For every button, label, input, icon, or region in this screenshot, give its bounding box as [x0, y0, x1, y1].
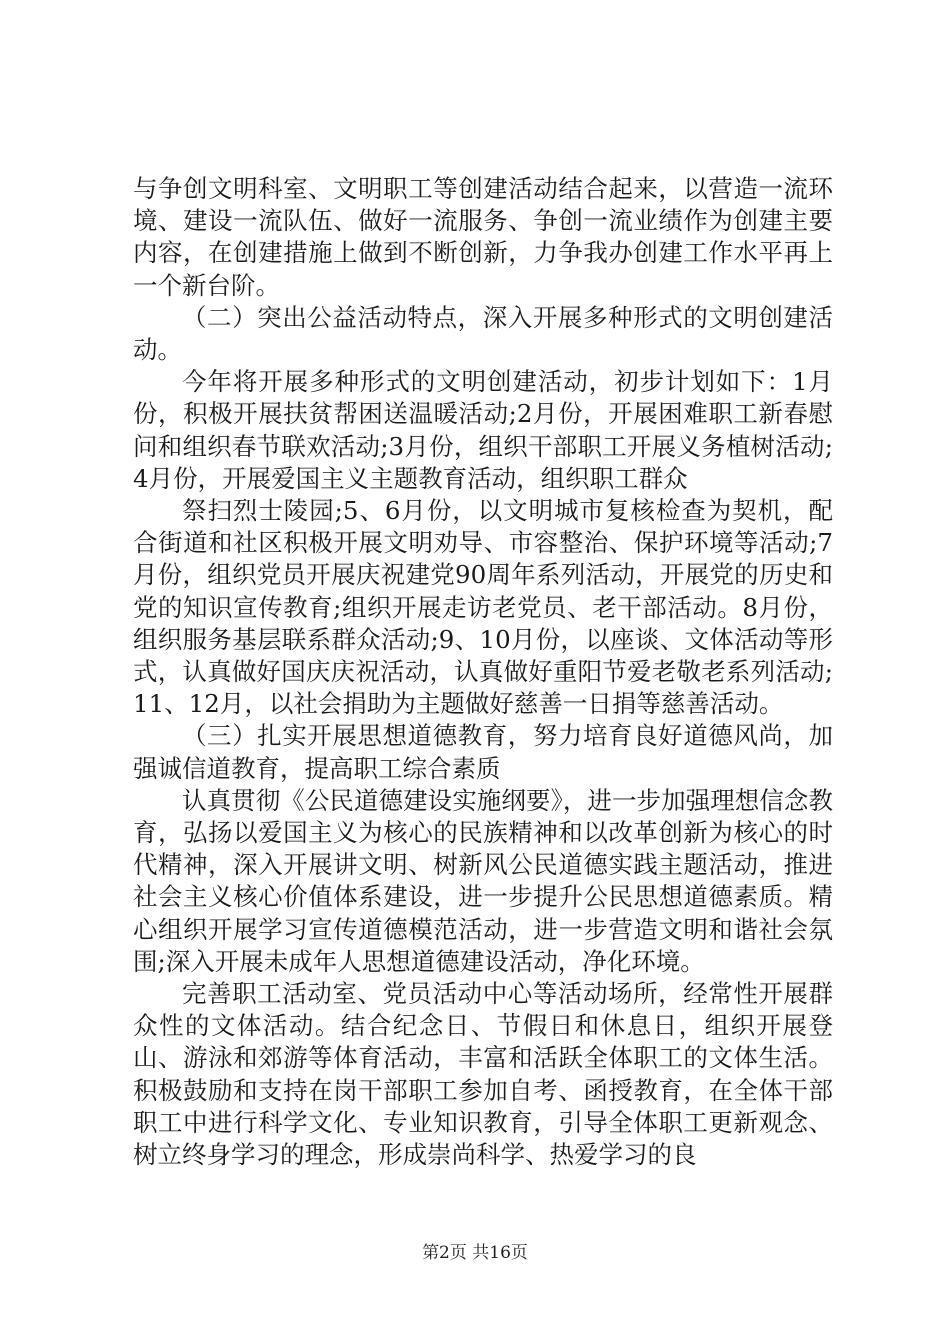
paragraph-2-heading: （二）突出公益活动特点，深入开展多种形式的文明创建活动。 [133, 302, 833, 365]
paragraph-6: 认真贯彻《公民道德建设实施纲要》，进一步加强理想信念教育，弘扬以爱国主义为核心的民族精神和以改革创新为核心的时代精神，深入开展讲文明、树新风公民道德实践主题活动，推进社会主义核心价值体系建设，进一步提升公民思想道德素质。精心组织开展学习宣传道德模范活动，进一步营造文明和谐社会氛围;深入开展未成年人思想道德建设活动，净化环境。 [133, 785, 833, 976]
paragraph-1: 与争创文明科室、文明职工等创建活动结合起来，以营造一流环境、建设一流队伍、做好一流服务、争创一流业绩作为创建主要内容，在创建措施上做到不断创新，力争我办创建工作水平再上一个新台阶。 [133, 174, 833, 300]
document-body [133, 173, 833, 1171]
paragraph-3: 今年将开展多种形式的文明创建活动，初步计划如下：1月份，积极开展扶贫帮困送温暖活动;2月份，开展困难职工新春慰问和组织春节联欢活动;3月份，组织干部职工开展义务植树活动;4月份，开展爱国主义主题教育活动，组织职工群众 [133, 367, 833, 493]
paragraph-7: 完善职工活动室、党员活动中心等活动场所，经常性开展群众性的文体活动。结合纪念日、节假日和休息日，组织开展登山、游泳和郊游等体育活动，丰富和活跃全体职工的文体生活。积极鼓励和支持在岗干部职工参加自考、函授教育，在全体干部职工中进行科学文化、专业知识教育，引导全体职工更新观念、树立终身学习的理念，形成崇尚科学、热爱学习的良 [133, 979, 833, 1170]
page-number-footer: 第2页 共16页 [422, 1243, 528, 1263]
paragraph-4: 祭扫烈士陵园;5、6月份，以文明城市复核检查为契机，配合街道和社区积极开展文明劝导、市容整治、保护环境等活动;7月份，组织党员开展庆祝建党90周年系列活动，开展党的历史和党的知识宣传教育;组织开展走访老党员、老干部活动。8月份，组织服务基层联系群众活动;9、10月份，以座谈、文体活动等形式，认真做好国庆庆祝活动，认真做好重阳节爱老敬老系列活动;11、12月，以社会捐助为主题做好慈善一日捐等慈善活动。 [133, 496, 833, 719]
paragraph-5-heading: （三）扎实开展思想道德教育，努力培育良好道德风尚，加强诚信道教育，提高职工综合素质 [133, 721, 833, 783]
